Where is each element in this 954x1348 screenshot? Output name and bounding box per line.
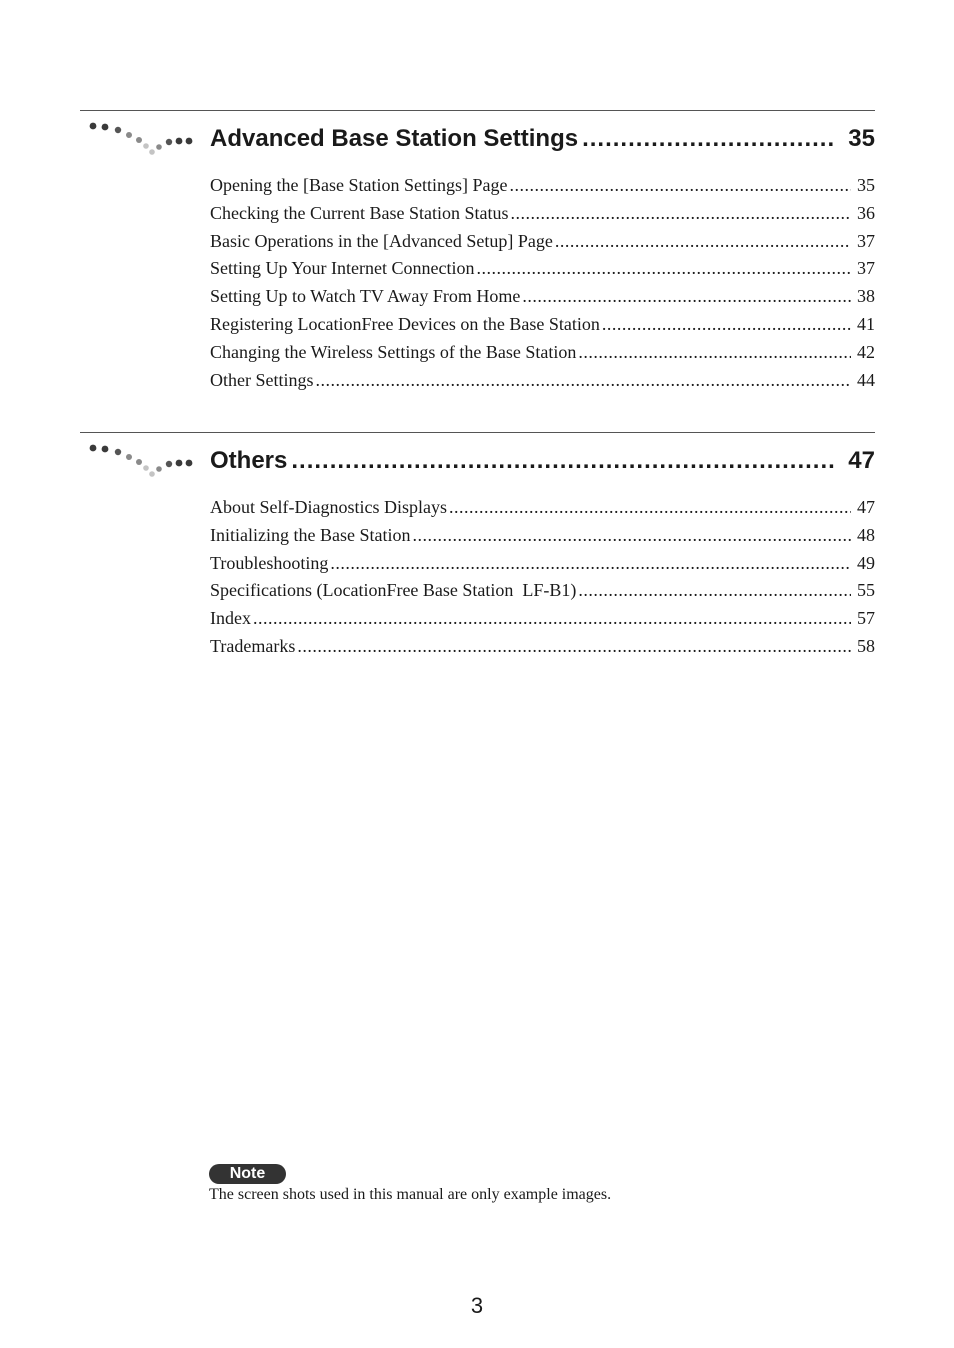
entry-label: Basic Operations in the [Advanced Setup] Page xyxy=(210,230,553,251)
entry-page: 44 xyxy=(857,369,875,390)
dot-leader xyxy=(291,446,834,476)
toc-entry[interactable] xyxy=(210,172,875,200)
toc-entry[interactable] xyxy=(210,577,875,605)
entry-label: Trademarks xyxy=(210,635,296,656)
entry-label: Setting Up Your Internet Connection xyxy=(210,258,475,279)
dot-leader xyxy=(449,494,851,522)
section-divider xyxy=(80,432,875,433)
entry-label: Initializing the Base Station xyxy=(210,524,411,545)
dotted-trail-icon xyxy=(86,440,196,484)
dot-leader xyxy=(510,200,851,228)
entry-label: Other Settings xyxy=(210,369,314,390)
entry-label: Registering LocationFree Devices on the Base Station xyxy=(210,313,600,334)
dot-leader xyxy=(555,228,851,256)
dot-leader xyxy=(412,522,851,550)
section-page-number: 35 xyxy=(848,125,875,152)
toc-entries xyxy=(210,172,875,394)
dot-leader xyxy=(316,367,852,395)
note-badge: Note xyxy=(209,1164,286,1184)
entry-label: Index xyxy=(210,608,251,629)
note-text: The screen shots used in this manual are only example images. xyxy=(209,1186,612,1203)
dot-leader xyxy=(602,311,851,339)
entry-page: 42 xyxy=(857,341,875,362)
toc-entry[interactable] xyxy=(210,522,875,550)
toc-entry[interactable] xyxy=(210,494,875,522)
toc-entry[interactable] xyxy=(210,339,875,367)
dot-leader xyxy=(476,255,851,283)
entry-label: Troubleshooting xyxy=(210,552,329,573)
entry-page: 48 xyxy=(857,524,875,545)
dot-leader xyxy=(582,124,834,154)
toc-section-advanced xyxy=(80,110,875,400)
toc-entry[interactable] xyxy=(210,605,875,633)
section-heading[interactable] xyxy=(210,446,875,476)
entry-page: 49 xyxy=(857,552,875,573)
entry-page: 55 xyxy=(857,580,875,601)
toc-entry[interactable] xyxy=(210,255,875,283)
section-page-number: 47 xyxy=(848,447,875,474)
page-number: 3 xyxy=(470,1293,484,1318)
entry-page: 38 xyxy=(857,286,875,307)
section-title: Advanced Base Station Settings xyxy=(210,125,579,152)
entry-page: 35 xyxy=(857,175,875,195)
dot-leader xyxy=(253,605,851,633)
entry-label: Changing the Wireless Settings of the Base Station xyxy=(210,341,577,362)
entry-page: 37 xyxy=(857,258,875,279)
entry-label: Opening the [Base Station Settings] Page xyxy=(210,175,508,195)
dotted-trail-icon xyxy=(86,118,196,162)
entry-label: Setting Up to Watch TV Away From Home xyxy=(210,286,521,307)
section-title: Others xyxy=(210,447,288,474)
toc-entry[interactable] xyxy=(210,367,875,395)
entry-page: 47 xyxy=(857,497,875,517)
dot-leader xyxy=(509,172,851,200)
entry-page: 37 xyxy=(857,230,875,251)
toc-section-others xyxy=(80,432,875,672)
section-heading[interactable] xyxy=(210,124,875,154)
entry-page: 41 xyxy=(857,313,875,334)
toc-entry[interactable] xyxy=(210,228,875,256)
toc-entry[interactable] xyxy=(210,283,875,311)
entry-label: Checking the Current Base Station Status xyxy=(210,202,509,223)
dot-leader xyxy=(330,550,851,578)
section-divider xyxy=(80,110,875,111)
entry-page: 58 xyxy=(857,635,875,656)
toc-entries xyxy=(210,494,875,661)
toc-entry[interactable] xyxy=(210,550,875,578)
entry-label: About Self-Diagnostics Displays xyxy=(210,497,447,517)
dot-leader xyxy=(297,633,851,661)
toc-entry[interactable] xyxy=(210,633,875,661)
entry-page: 57 xyxy=(857,608,875,629)
toc-entry[interactable] xyxy=(210,311,875,339)
entry-page: 36 xyxy=(857,202,875,223)
dot-leader xyxy=(578,339,851,367)
dot-leader xyxy=(578,577,851,605)
toc-entry[interactable] xyxy=(210,200,875,228)
entry-label: Specifications (LocationFree Base Station LF-B1) xyxy=(210,580,577,601)
dot-leader xyxy=(522,283,851,311)
